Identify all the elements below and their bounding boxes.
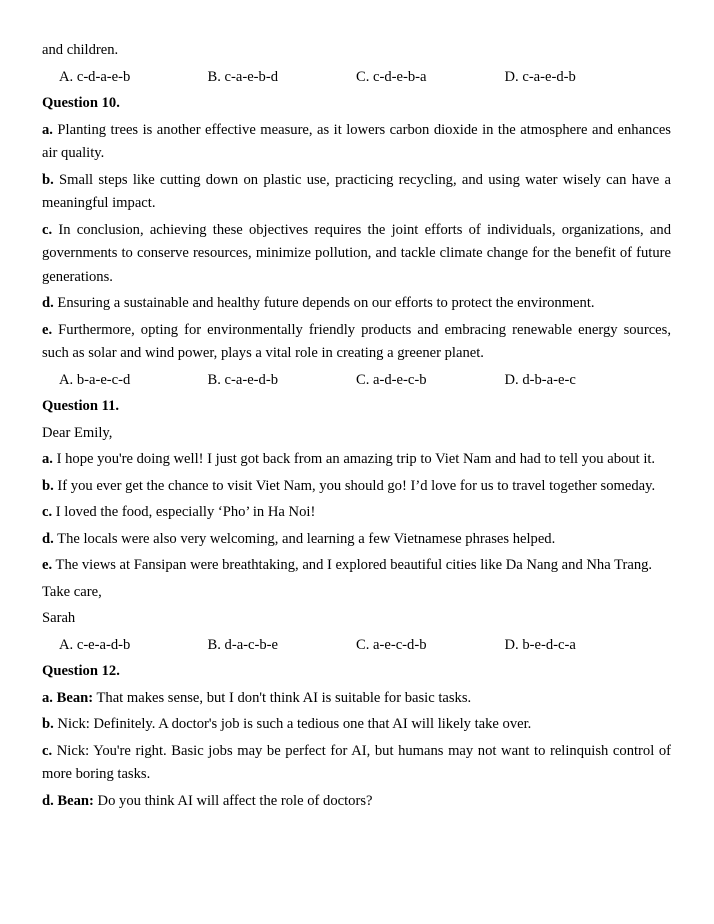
item-label: c. xyxy=(42,221,53,238)
q9-options xyxy=(42,66,671,90)
item-label: c. xyxy=(42,742,53,759)
q10-item-c xyxy=(42,219,671,290)
item-text: Planting trees is another effective measure, as it lowers carbon dioxide in the atmosphere and enhances air quality. xyxy=(42,121,671,161)
q10-option-a: A. b-a-e-c-d xyxy=(59,371,131,388)
q10-item-b xyxy=(42,169,671,216)
q12-item-b xyxy=(42,713,671,737)
item-label: b. xyxy=(42,716,54,732)
q11-option-a: A. c-e-a-d-b xyxy=(59,636,131,653)
q11-options xyxy=(42,634,671,658)
q12-item-d xyxy=(42,790,671,814)
speaker-name: Bean: xyxy=(56,689,94,706)
q11-option-d: D. b-e-d-c-a xyxy=(504,636,576,653)
q12-item-a xyxy=(42,687,671,711)
item-label: a. xyxy=(42,121,53,138)
q11-item-c xyxy=(42,501,671,525)
q10-option-d: D. d-b-a-e-c xyxy=(504,371,576,388)
speaker-name: Nick: xyxy=(57,716,90,732)
q11-closing: Take care, xyxy=(42,583,102,600)
item-label: c. xyxy=(42,504,53,520)
item-text: You're right. Basic jobs may be perfect for AI, but humans may not want to relinquish control of more boring tasks. xyxy=(42,742,672,782)
q9-option-d: D. c-a-e-d-b xyxy=(504,68,576,85)
speaker-name: Bean: xyxy=(57,792,94,809)
q11-option-b: B. d-a-c-b-e xyxy=(207,636,278,653)
item-label: d. xyxy=(42,530,54,547)
item-text: I hope you're doing well! I just got back from an amazing trip to Viet Nam and had to tell you about it. xyxy=(52,451,656,467)
item-text: Definitely. A doctor's job is such a tedious one that AI will likely take over. xyxy=(89,716,532,732)
q10-option-b: B. c-a-e-d-b xyxy=(207,371,278,388)
item-label: e. xyxy=(42,557,53,573)
q11-title: Question 11. xyxy=(42,398,120,414)
item-label: b. xyxy=(42,171,54,188)
item-text: In conclusion, achieving these objectives requires the joint efforts of individuals, organizations, and governments to conserve resources, minimize pollution, and tackle climate change for the benefit of future generations. xyxy=(42,221,671,285)
item-text: Ensuring a sustainable and healthy future depends on our efforts to protect the environment. xyxy=(53,295,595,311)
q10-item-e xyxy=(42,319,671,366)
item-text: If you ever get the chance to visit Viet Nam, you should go! I’d love for us to travel together someday. xyxy=(53,477,656,494)
q12-item-c xyxy=(42,740,671,787)
q9-option-a: A. c-d-a-e-b xyxy=(59,68,131,85)
q10-item-d xyxy=(42,292,671,316)
item-text: I loved the food, especially ‘Pho’ in Ha Noi! xyxy=(52,504,316,520)
q9-option-b: B. c-a-e-b-d xyxy=(207,68,278,85)
q11-item-b xyxy=(42,475,671,499)
q11-greeting: Dear Emily, xyxy=(42,424,113,441)
q10-item-a xyxy=(42,119,671,166)
q11-item-d xyxy=(42,528,671,552)
item-text: Furthermore, opting for environmentally friendly products and embracing renewable energy sources, such as solar and wind power, plays a vital role in creating a greener planet. xyxy=(42,321,671,361)
carryover-text: and children. xyxy=(42,42,119,58)
item-label: b. xyxy=(42,477,54,494)
q11-signature: Sarah xyxy=(42,610,76,626)
q10-title: Question 10. xyxy=(42,95,120,111)
item-label: a. xyxy=(42,451,53,467)
item-text: The views at Fansipan were breathtaking, and I explored beautiful cities like Da Nang and Nha Trang. xyxy=(52,557,653,573)
item-label: d. xyxy=(42,792,54,809)
q10-option-c: C. a-d-e-c-b xyxy=(356,371,427,388)
item-label: d. xyxy=(42,295,54,311)
speaker-name: Nick: xyxy=(56,742,90,759)
item-label: a. xyxy=(42,689,53,706)
q10-options xyxy=(42,369,671,393)
item-text: Do you think AI will affect the role of doctors? xyxy=(93,792,373,809)
item-text: Small steps like cutting down on plastic use, practicing recycling, and using water wisely can have a meaningful impact. xyxy=(42,171,671,211)
item-label: e. xyxy=(42,321,53,338)
item-text: That makes sense, but I don't think AI is suitable for basic tasks. xyxy=(93,689,472,706)
q9-option-c: C. c-d-e-b-a xyxy=(356,68,427,85)
q12-title: Question 12. xyxy=(42,663,120,679)
q11-option-c: C. a-e-c-d-b xyxy=(356,636,427,653)
q11-item-e xyxy=(42,554,671,578)
item-text: The locals were also very welcoming, and learning a few Vietnamese phrases helped. xyxy=(53,530,556,547)
q11-item-a xyxy=(42,448,671,472)
